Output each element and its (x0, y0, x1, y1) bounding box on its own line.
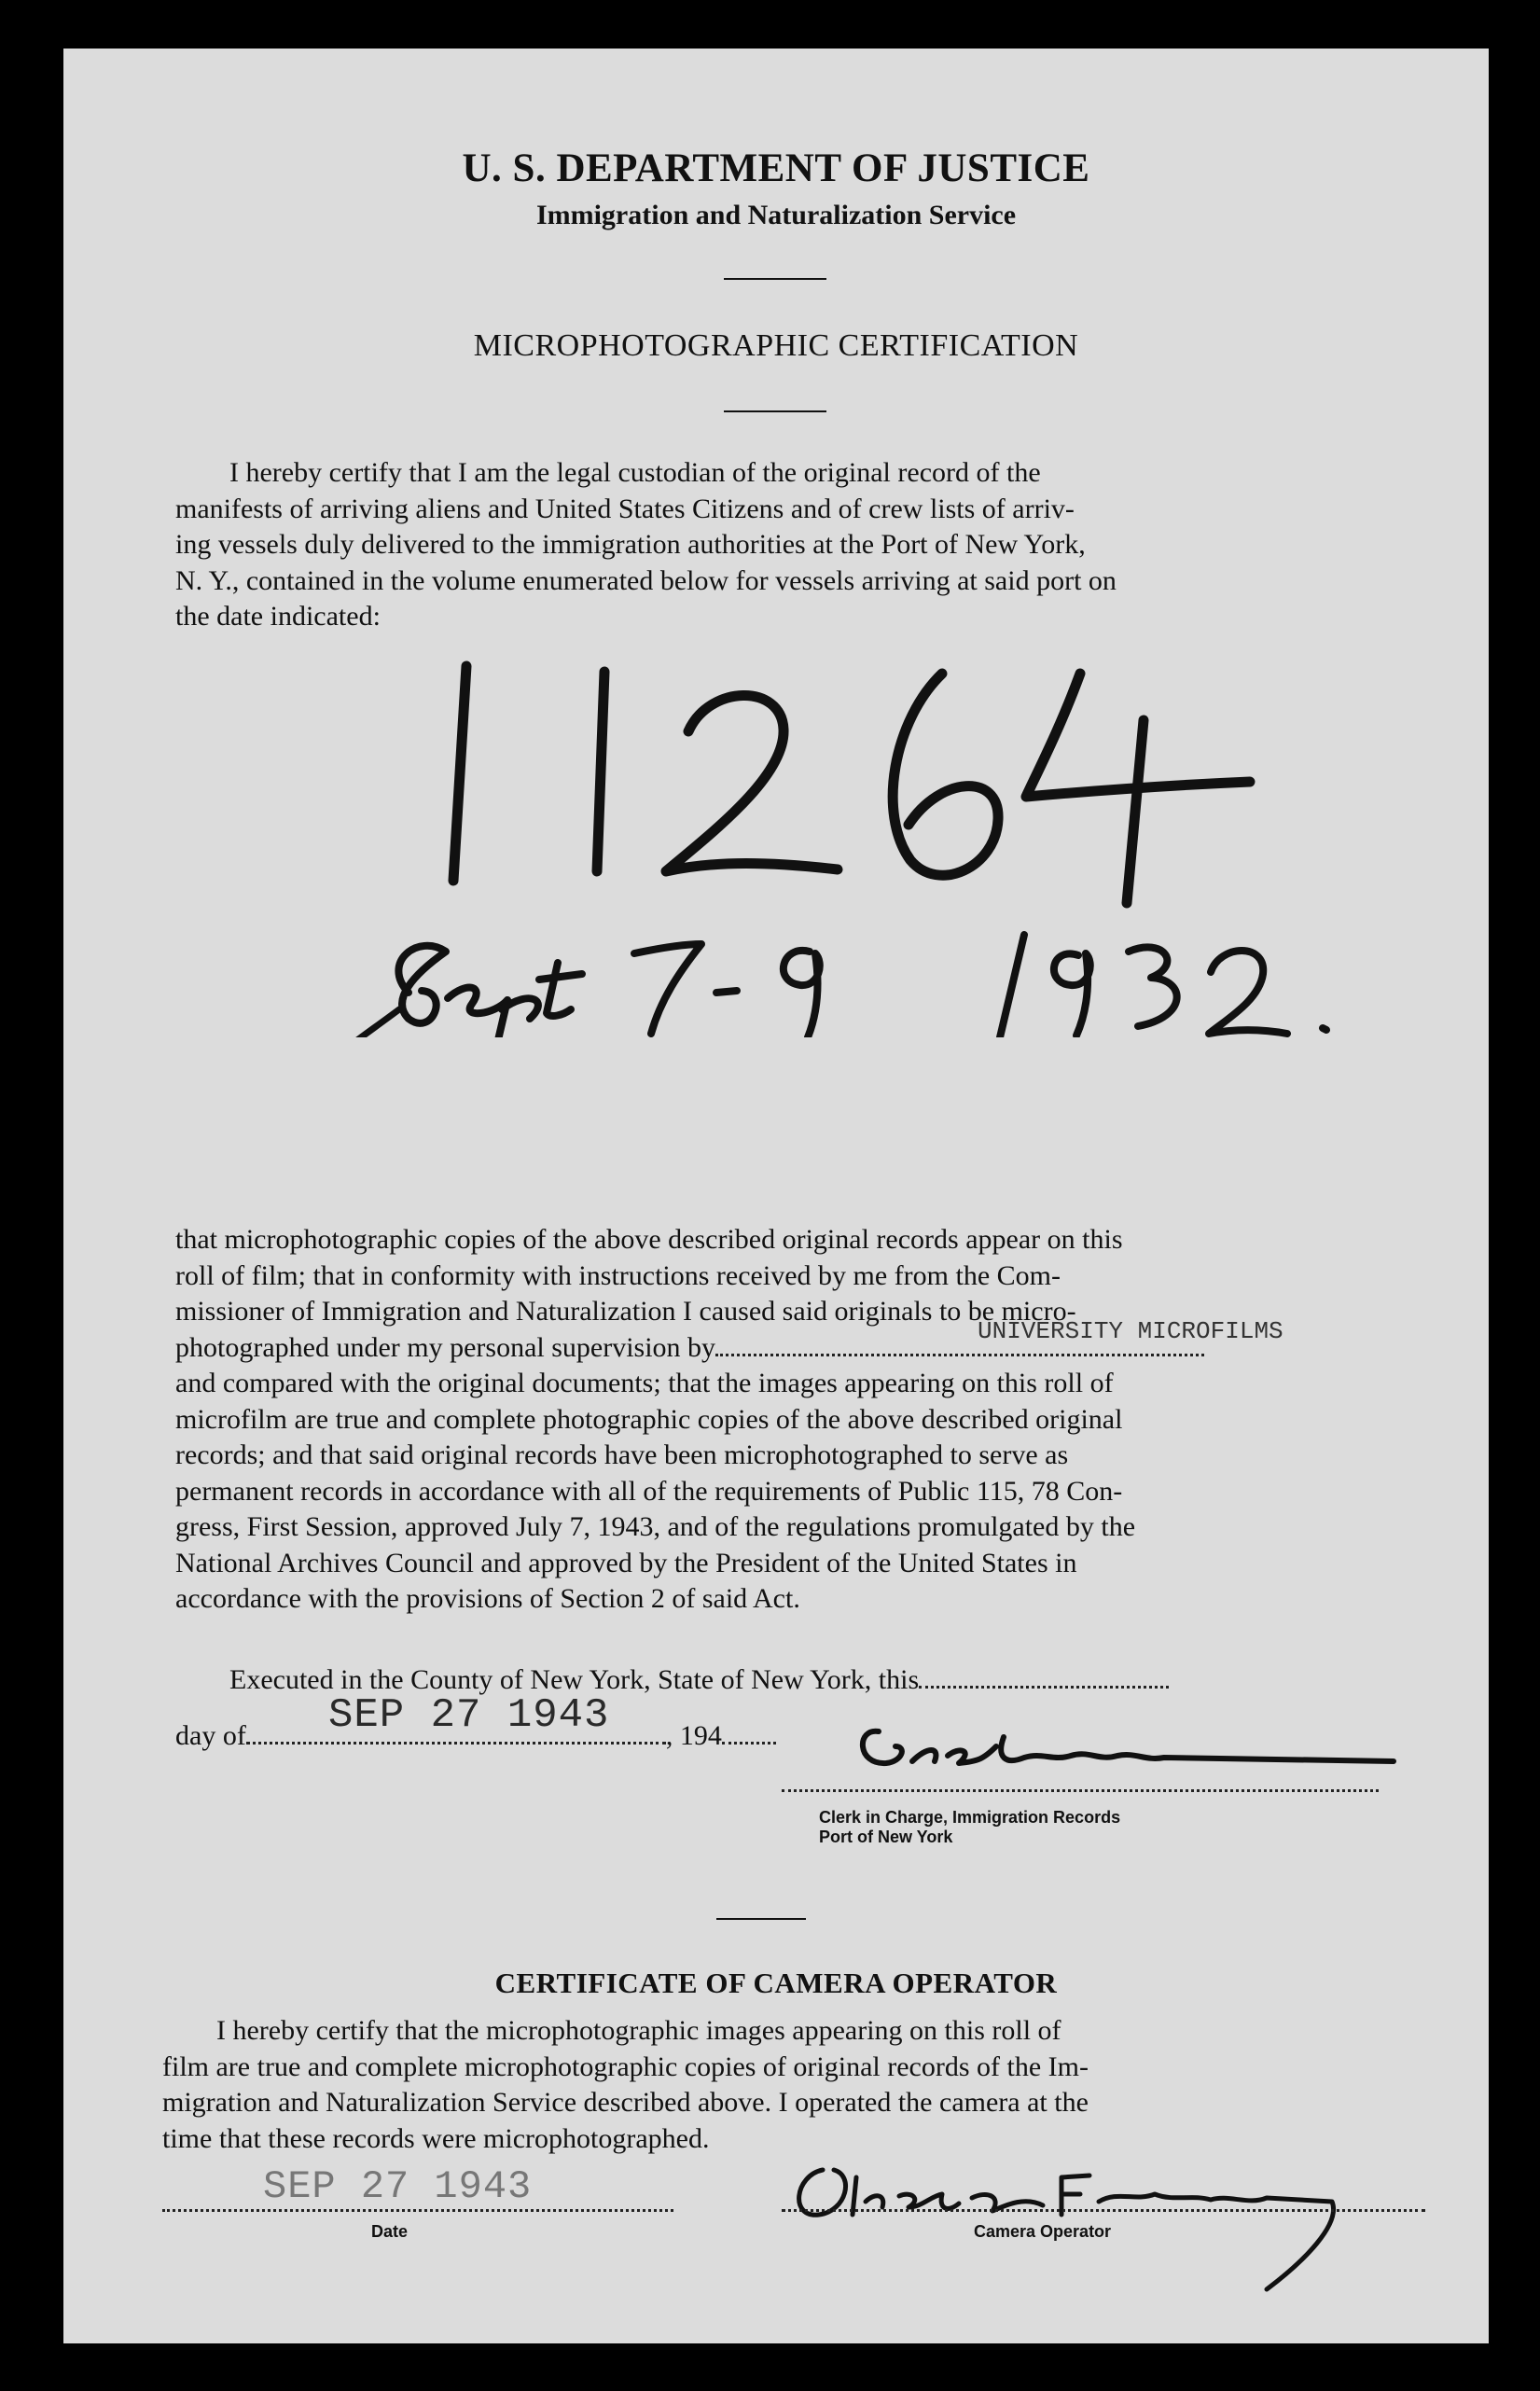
camera-operator-signature (782, 2149, 1472, 2327)
operator-date-label: Date (371, 2222, 409, 2241)
intro-line: manifests of arriving aliens and United States Citizens and of crew lists of arriv- (175, 493, 1075, 524)
intro-line: the date indicated: (175, 601, 381, 632)
clerk-signature (838, 1709, 1416, 1793)
body-line: microfilm are true and complete photographic copies of the above described original (175, 1403, 1123, 1435)
clerk-caption: Clerk in Charge, Immigration Records Port of New York (819, 1808, 1121, 1846)
body-line: records; and that said original records have been microphotographed to serve as (175, 1439, 1069, 1470)
body-line: gress, First Session, approved July 7, 1943, and of the regulations promulgated by the (175, 1511, 1136, 1542)
body-paragraph (175, 1222, 1369, 1618)
divider (716, 1918, 806, 1920)
handwritten-volume-number (250, 627, 1369, 1037)
operator-line: film are true and complete microphotographic copies of original records of the Im- (162, 2050, 1089, 2082)
operator-line: I hereby certify that the microphotographic images appearing on this roll of (216, 2015, 1061, 2046)
day-of-line: day of , 194 (175, 1718, 922, 1755)
operator-date-line (162, 2209, 673, 2212)
supervision-stamp: UNIVERSITY MICROFILMS (978, 1316, 1283, 1345)
body-line: permanent records in accordance with all of the requirements of Public 115, 78 Con- (175, 1475, 1123, 1507)
operator-signature-line (782, 2209, 1425, 2212)
body-line: roll of film; that in conformity with instructions received by me from the Com- (175, 1259, 1061, 1291)
operator-label: Camera Operator (974, 2222, 1112, 2241)
operator-line: migration and Naturalization Service described above. I operated the camera at the (162, 2087, 1089, 2118)
body-line: missioner of Immigration and Naturalization I caused said originals to be micro- (175, 1296, 1076, 1327)
intro-line: N. Y., contained in the volume enumerated below for vessels arriving at said port on (175, 564, 1117, 596)
camera-operator-title: CERTIFICATE OF CAMERA OPERATOR (494, 1967, 1058, 1999)
intro-line: I hereby certify that I am the legal custodian of the original record of the (229, 457, 1041, 488)
executed-line: Executed in the County of New York, State of New York, this (229, 1662, 1369, 1699)
divider (724, 410, 826, 412)
department-heading: U. S. DEPARTMENT OF JUSTICE (462, 146, 1090, 190)
date-stamp: SEP 27 1943 (328, 1692, 610, 1739)
divider (724, 278, 826, 280)
camera-operator-paragraph (162, 2013, 1422, 2157)
operator-date-stamp: SEP 27 1943 (263, 2164, 533, 2209)
certificate-sheet (63, 49, 1489, 2343)
supervision-line: photographed under my personal supervision by UNIVERSITY MICROFILMS (175, 1330, 1369, 1367)
operator-line: time that these records were microphotographed. (162, 2122, 710, 2154)
intro-paragraph (175, 455, 1369, 635)
body-line: and compared with the original documents; that the images appearing on this roll of (175, 1368, 1114, 1398)
executed-fill (919, 1665, 1169, 1689)
certificate-title: MICROPHOTOGRAPHIC CERTIFICATION (473, 328, 1079, 363)
intro-line: ing vessels duly delivered to the immigration authorities at the Port of New York, (175, 529, 1086, 560)
body-line: that microphotographic copies of the above described original records appear on this (175, 1224, 1123, 1255)
body-line: accordance with the provisions of Section 2 of said Act. (175, 1583, 800, 1614)
service-subheading: Immigration and Naturalization Service (535, 200, 1017, 230)
body-line: National Archives Council and approved by the President of the United States in (175, 1547, 1077, 1578)
clerk-signature-line (782, 1789, 1379, 1792)
year-fill (722, 1721, 776, 1745)
